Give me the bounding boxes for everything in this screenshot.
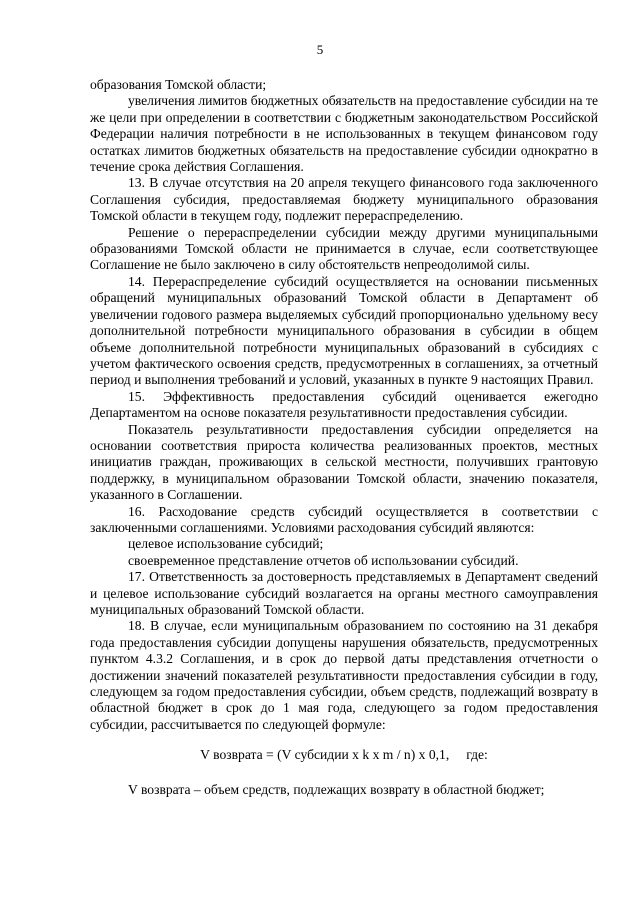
- paragraph: 13. В случае отсутствия на 20 апреля текущего финансового года заключенного Соглашения субсидия, предоставляемая бюджету муниципального образования Томской области в текущем году, подлежит перераспределению.: [90, 175, 598, 224]
- paragraph: своевременное представление отчетов об использовании субсидий.: [128, 552, 519, 568]
- paragraph: увеличения лимитов бюджетных обязательств на предоставление субсидии на те же цели при определении в соответствии с бюджетным законодательством Российской Федерации наличия потребности в не использованных в текущем финансовом году остатках лимитов бюджетных обязательств на предоставление субсидии однократно в течение срока действия Соглашения.: [90, 93, 598, 175]
- page-number: 5: [316, 42, 324, 57]
- paragraph: 18. В случае, если муниципальным образованием по состоянию на 31 декабря года предоставления субсидии допущены нарушения обязательств, предусмотренных пунктом 4.3.2 Соглашения, и в срок до первой даты представления отчетности о достижении значений показателей результативности предоставления субсидии в году, следующем за годом предоставления субсидии, объем средств, подлежащий возврату в областной бюджет в срок до 1 мая года, следующего за годом предоставления субсидии, рассчитывается по следующей формуле:: [90, 618, 598, 732]
- paragraph: 15. Эффективность предоставления субсидий оценивается ежегодно Департаментом на основе показателя результативности предоставления субсидии.: [90, 388, 598, 421]
- formula-definition: V возврата – объем средств, подлежащих возврату в областной бюджет;: [128, 781, 545, 797]
- paragraph: 17. Ответственность за достоверность представляемых в Департамент сведений и целевое использование субсидий возлагается на органы местного самоуправления муниципальных образований Томской области.: [90, 569, 598, 617]
- document-body: [90, 77, 598, 798]
- paragraph: Показатель результативности предоставления субсидии определяется на основании соответствия прироста количества реализованных проектов, местных инициатив граждан, проживающих в сельской местности, получивших грантовую поддержку, в муниципальном образовании Томской области, значению показателя, указанного в Соглашении.: [90, 421, 598, 503]
- paragraph: Решение о перераспределении субсидии между другими муниципальными образованиями Томской области не принимается в случае, если соответствующее Соглашение не было заключено в силу обстоятельств непреодолимой силы.: [90, 224, 598, 273]
- formula: V возврата = (V субсидии x k x m / n) x 0,1, где:: [200, 747, 488, 763]
- paragraph: целевое использование субсидий;: [128, 536, 324, 552]
- paragraph: образования Томской области;: [90, 77, 267, 92]
- paragraph: 14. Перераспределение субсидий осуществляется на основании письменных обращений муниципальных образований Томской области в Департамент об увеличении годового размера выделяемых субсидий пропорционально удельному весу дополнительной потребности муниципального образования в субсидии в общем объеме дополнительной потребности муниципальных образований в субсидиях с учетом фактического освоения средств, предусмотренных в соглашениях, за отчетный период и выполнения требований и условий, указанных в пункте 9 настоящих Правил.: [90, 273, 598, 388]
- paragraph: 16. Расходование средств субсидий осуществляется в соответствии с заключенными соглашениями. Условиями расходования субсидий являются:: [90, 503, 598, 535]
